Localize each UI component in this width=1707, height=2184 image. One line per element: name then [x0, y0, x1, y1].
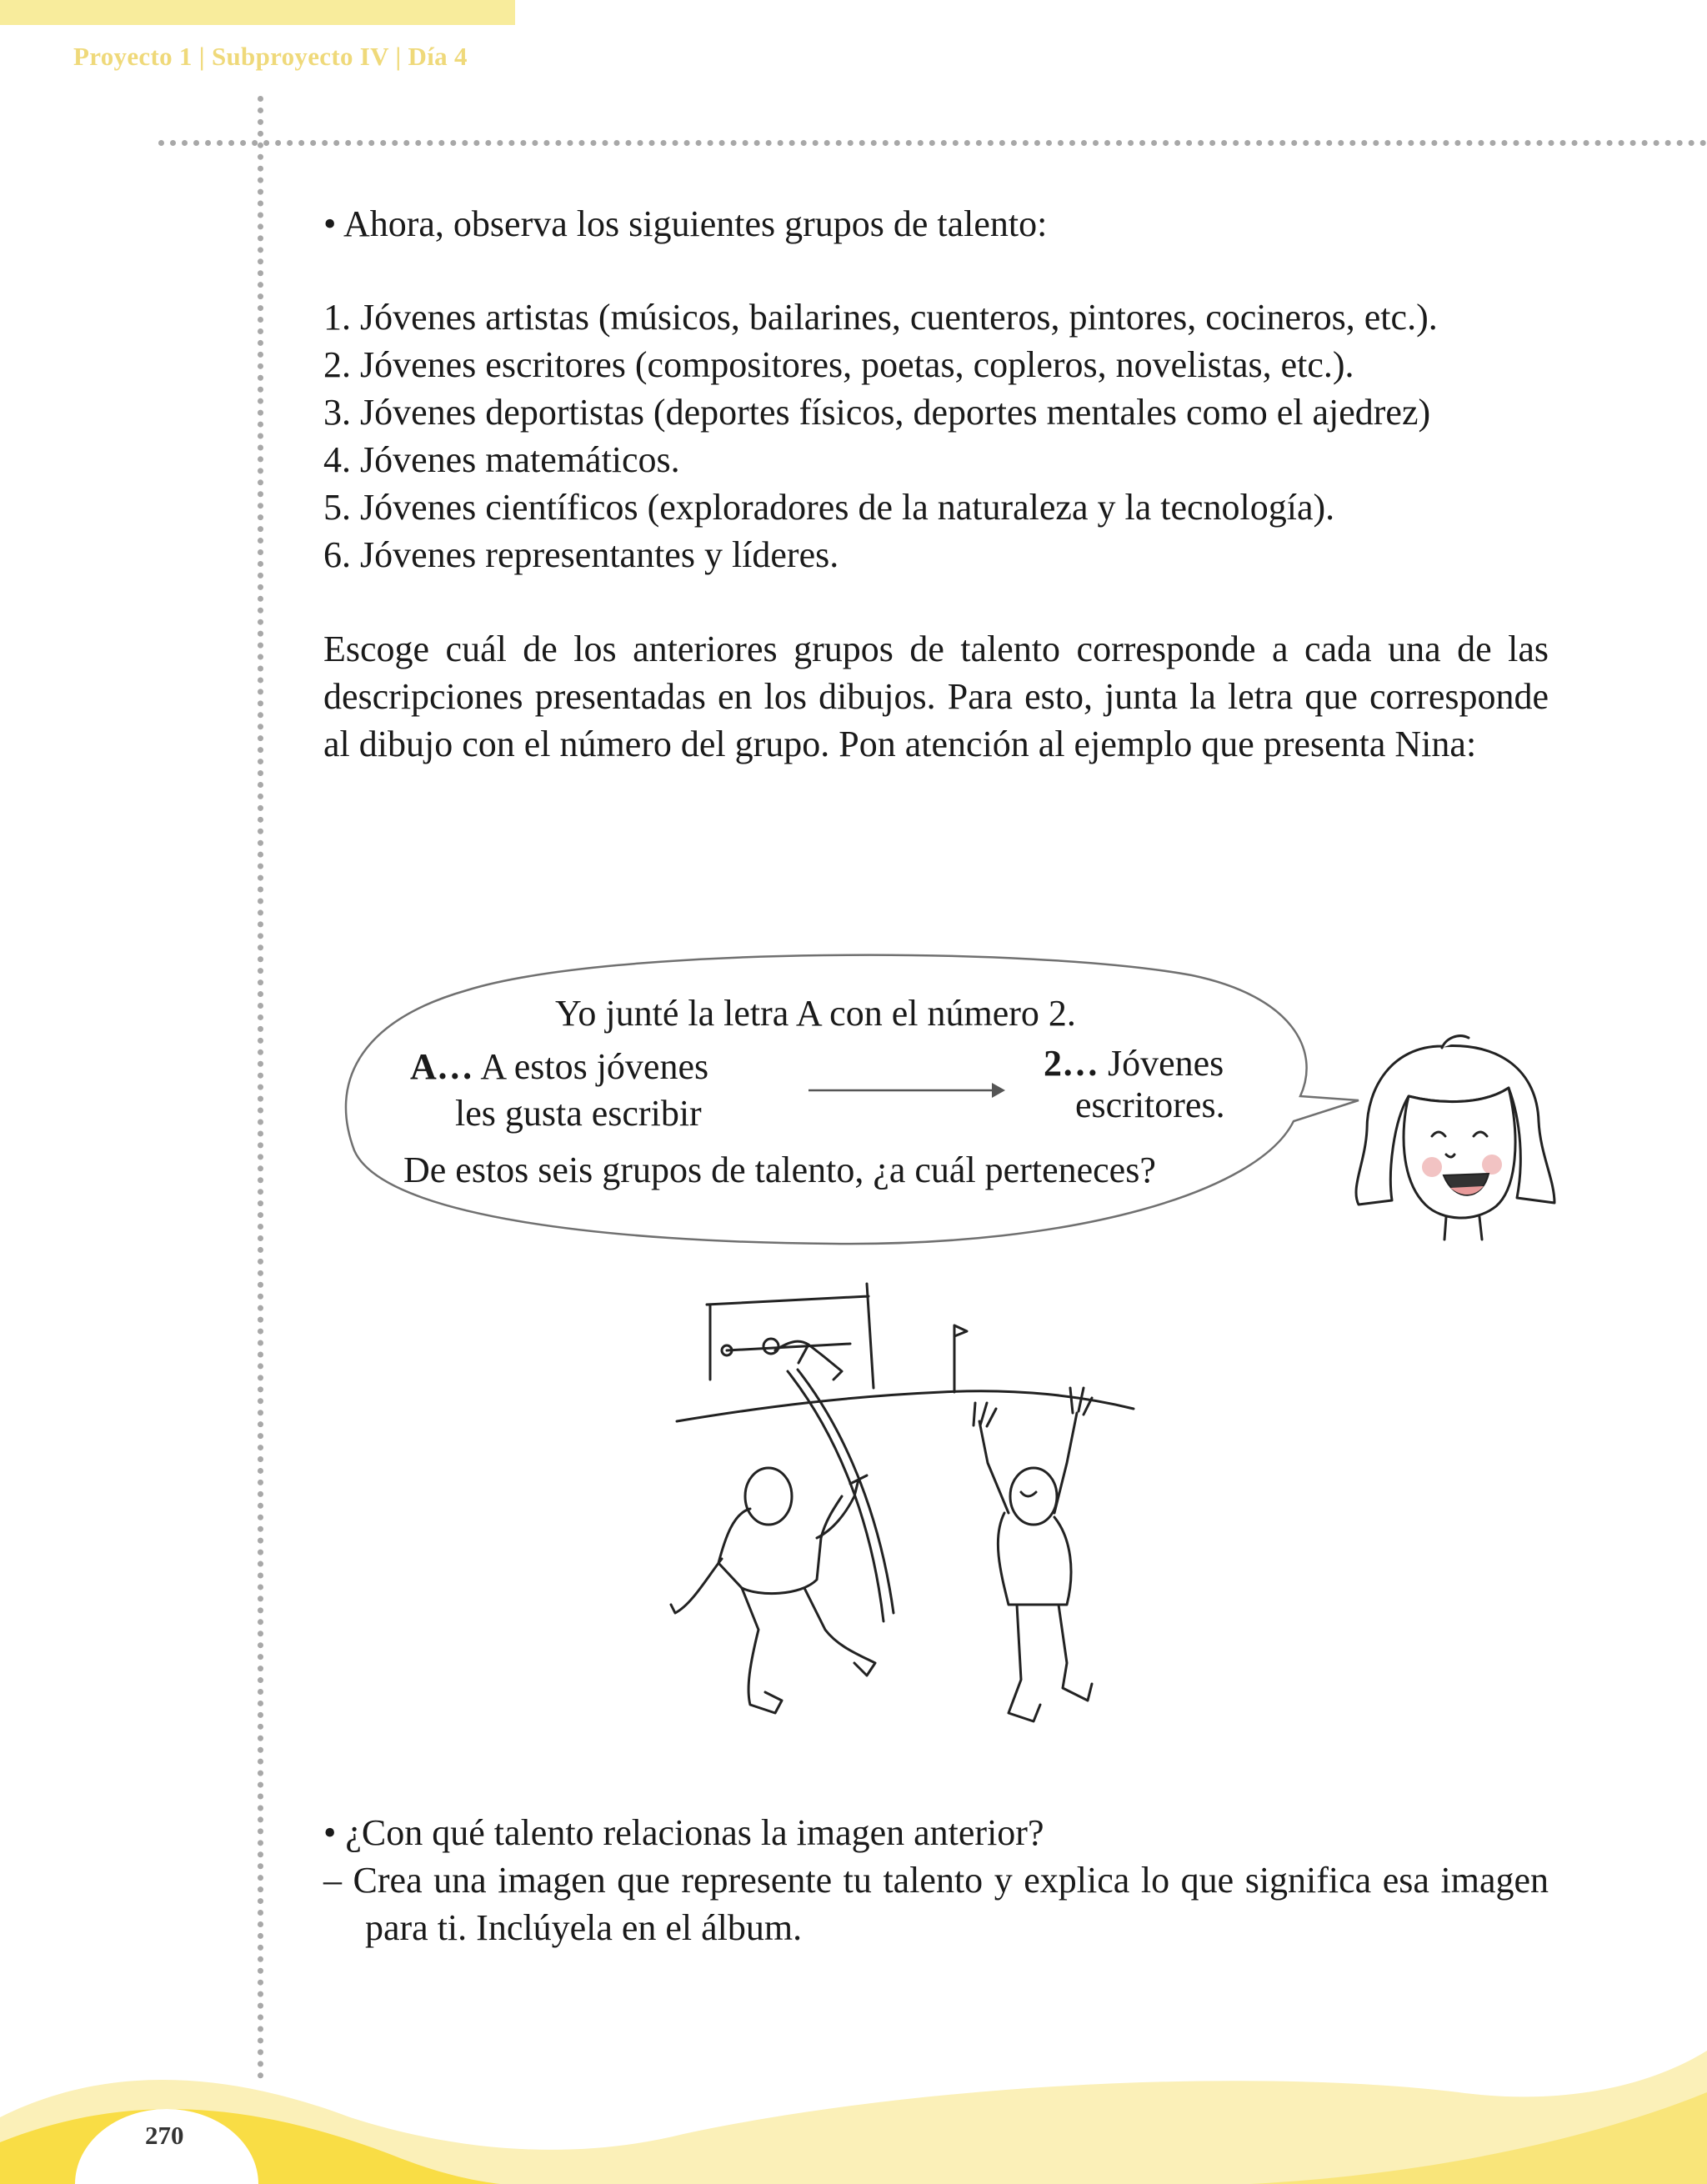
number-2: 2… [1044, 1043, 1099, 1084]
page-number: 270 [145, 2121, 184, 2150]
bubble-right-2: escritores. [1075, 1084, 1225, 1125]
letter-a: A… [410, 1046, 473, 1087]
question-bullet: • ¿Con qué talento relacionas la imagen anterior? [323, 1812, 1044, 1853]
bubble-left-2: les gusta escribir [455, 1093, 702, 1134]
bubble-left-text: A estos jóvenes [473, 1046, 709, 1087]
list-item: 1. Jóvenes artistas (músicos, bailarines, cuenteros, pintores, cocineros, etc.). [323, 297, 1438, 338]
list-item: 4. Jóvenes matemáticos. [323, 439, 680, 480]
intro-bullet: • Ahora, observa los siguientes grupos de talento: [323, 203, 1048, 244]
list-item: 2. Jóvenes escritores (compositores, poetas, copleros, novelistas, etc.). [323, 344, 1354, 385]
running-header: Proyecto 1 | Subproyecto IV | Día 4 [73, 42, 468, 71]
dotted-divider-vertical [258, 96, 263, 2080]
footer-wave-decoration [0, 2017, 1707, 2184]
bubble-line-1: Yo junté la letra A con el número 2. [555, 993, 1076, 1034]
question-block [323, 1809, 1549, 1951]
talent-groups-list [323, 293, 1438, 579]
bubble-right-1 [1044, 1042, 1224, 1085]
bubble-left-1 [410, 1045, 708, 1089]
question-sub-item: – Crea una imagen que represente tu talento y explica lo que significa esa imagen para ti. Inclúyela en el álbum. [323, 1860, 1549, 1948]
instructions-paragraph: Escoge cuál de los anteriores grupos de talento corresponde a cada una de las descripciones presentadas en los dibujos. Para esto, junta la letra que corresponde al dibujo con el número del grupo. Pon atención al ejemplo que presenta Nina: [323, 629, 1549, 764]
nina-girl-illustration [1342, 1021, 1567, 1246]
list-item: 6. Jóvenes representantes y líderes. [323, 534, 839, 575]
top-accent-bar [0, 0, 515, 25]
dotted-divider-horizontal [158, 140, 1707, 146]
bubble-right-text: Jóvenes [1099, 1043, 1224, 1084]
list-item: 3. Jóvenes deportistas (deportes físicos, deportes mentales como el ajedrez) [323, 392, 1431, 433]
pole-vault-illustration [667, 1263, 1167, 1788]
bubble-question: De estos seis grupos de talento, ¿a cuál perteneces? [403, 1150, 1156, 1190]
list-item: 5. Jóvenes científicos (exploradores de la naturaleza y la tecnología). [323, 487, 1335, 528]
